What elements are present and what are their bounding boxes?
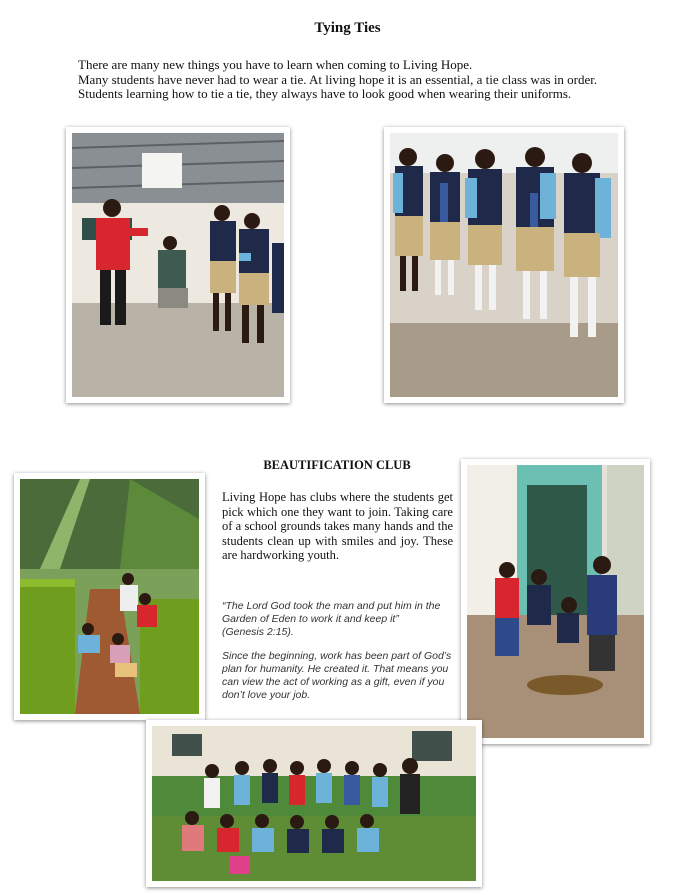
page-title: Tying Ties bbox=[314, 20, 381, 36]
reflection-text bbox=[222, 650, 454, 702]
sweeping-photo bbox=[461, 459, 650, 744]
students-ties-image bbox=[390, 133, 618, 397]
quote-text: “The Lord God took the man and put him in the Garden of Eden to work it and keep it” bbox=[222, 600, 441, 625]
quote-reference: (Genesis 2:15). bbox=[222, 626, 294, 638]
sweeping-image bbox=[467, 465, 644, 738]
club-description: Living Hope has clubs where the students get pick which one they want to join. Taking care of a school grounds takes many hands and the students clean up with smiles and joy. These are hardworking youth. bbox=[222, 490, 453, 562]
club-group-image bbox=[152, 726, 476, 881]
reflection-paragraph: Since the beginning, work has been part of God’s plan for humanity. He created it. That means you can view the act of working as a gift, even if you don’t love your job. bbox=[222, 650, 452, 701]
tie-class-photo bbox=[66, 127, 290, 403]
club-title: BEAUTIFICATION CLUB bbox=[263, 458, 411, 472]
intro-line-2: Many students have never had to wear a tie. At living hope it is an essential, a tie class was in order. Students learning how to tie a tie, they always have to look good when wearing their uniforms. bbox=[78, 71, 598, 101]
bible-quote bbox=[222, 600, 454, 639]
intro-line-1: There are many new things you have to learn when coming to Living Hope. bbox=[78, 57, 473, 72]
hedge-gardening-photo bbox=[14, 473, 205, 720]
intro-text bbox=[78, 58, 613, 102]
club-group-photo bbox=[146, 720, 482, 887]
tie-class-image bbox=[72, 133, 284, 397]
students-ties-photo bbox=[384, 127, 624, 403]
hedge-gardening-image bbox=[20, 479, 199, 714]
